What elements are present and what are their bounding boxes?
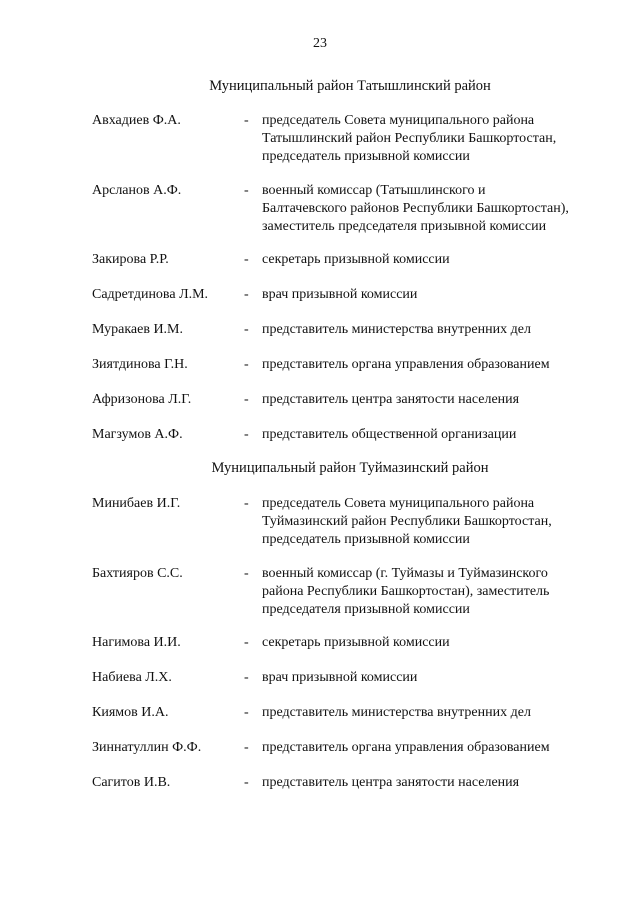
dash-separator: - xyxy=(244,740,249,755)
dash-separator: - xyxy=(244,705,249,720)
commission-member xyxy=(92,426,612,444)
member-role: представитель министерства внутренних дел xyxy=(262,322,531,337)
commission-member xyxy=(92,182,612,236)
member-role: представитель органа управления образованием xyxy=(262,357,550,372)
member-name: Муракаев И.М. xyxy=(92,322,183,337)
member-name: Авхадиев Ф.А. xyxy=(92,113,181,128)
commission-member xyxy=(92,251,612,269)
member-role: председатель Совета муниципального района Туймазинский район Республики Башкортостан, председатель призывной комиссии xyxy=(262,496,552,547)
member-name: Садретдинова Л.М. xyxy=(92,287,209,302)
member-name: Зиятдинова Г.Н. xyxy=(92,357,188,372)
dash-separator: - xyxy=(244,775,249,790)
member-name: Афризонова Л.Г. xyxy=(92,392,192,407)
dash-separator: - xyxy=(244,183,249,198)
member-role: врач призывной комиссии xyxy=(262,670,418,685)
member-name: Бахтияров С.С. xyxy=(92,566,183,581)
commission-member xyxy=(92,356,612,374)
page-number: 23 xyxy=(313,36,327,51)
dash-separator: - xyxy=(244,427,249,442)
commission-member xyxy=(92,634,612,652)
member-role: представитель органа управления образованием xyxy=(262,740,550,755)
member-name: Магзумов А.Ф. xyxy=(92,427,183,442)
member-role: председатель Совета муниципального района Татышлинский район Республики Башкортостан, председатель призывной комиссии xyxy=(262,113,557,164)
commission-member xyxy=(92,565,612,619)
member-role: секретарь призывной комиссии xyxy=(262,635,450,650)
dash-separator: - xyxy=(244,322,249,337)
member-role: врач призывной комиссии xyxy=(262,287,418,302)
member-role: представитель центра занятости населения xyxy=(262,392,520,407)
member-role: представитель общественной организации xyxy=(262,427,517,442)
member-name: Минибаев И.Г. xyxy=(92,496,181,511)
commission-member xyxy=(92,495,612,549)
member-name: Нагимова И.И. xyxy=(92,635,181,650)
commission-member xyxy=(92,391,612,409)
commission-member xyxy=(92,286,612,304)
commission-member xyxy=(92,774,612,792)
member-name: Арсланов А.Ф. xyxy=(92,183,182,198)
member-role: военный комиссар (г. Туймазы и Туймазинского района Республики Башкортостан), заместитель председателя призывной комиссии xyxy=(262,566,550,617)
commission-member xyxy=(92,112,612,166)
member-name: Киямов И.А. xyxy=(92,705,169,720)
member-role: представитель центра занятости населения xyxy=(262,775,520,790)
dash-separator: - xyxy=(244,357,249,372)
member-role: военный комиссар (Татышлинского и Балтачевского районов Республики Башкортостан), заместитель председателя призывной комиссии xyxy=(262,183,569,234)
commission-member xyxy=(92,669,612,687)
dash-separator: - xyxy=(244,392,249,407)
dash-separator: - xyxy=(244,252,249,267)
member-role: секретарь призывной комиссии xyxy=(262,252,450,267)
member-role: представитель министерства внутренних дел xyxy=(262,705,531,720)
dash-separator: - xyxy=(244,566,249,581)
section-heading-tuymazy: Муниципальный район Туймазинский район xyxy=(211,460,489,476)
member-name: Закирова Р.Р. xyxy=(92,252,169,267)
dash-separator: - xyxy=(244,113,249,128)
member-name: Сагитов И.В. xyxy=(92,775,171,790)
commission-member xyxy=(92,321,612,339)
dash-separator: - xyxy=(244,496,249,511)
member-name: Набиева Л.Х. xyxy=(92,670,172,685)
member-name: Зиннатуллин Ф.Ф. xyxy=(92,740,202,755)
dash-separator: - xyxy=(244,287,249,302)
dash-separator: - xyxy=(244,635,249,650)
dash-separator: - xyxy=(244,670,249,685)
commission-member xyxy=(92,739,612,757)
section-heading-tatyshly: Муниципальный район Татышлинский район xyxy=(209,78,491,94)
commission-member xyxy=(92,704,612,722)
